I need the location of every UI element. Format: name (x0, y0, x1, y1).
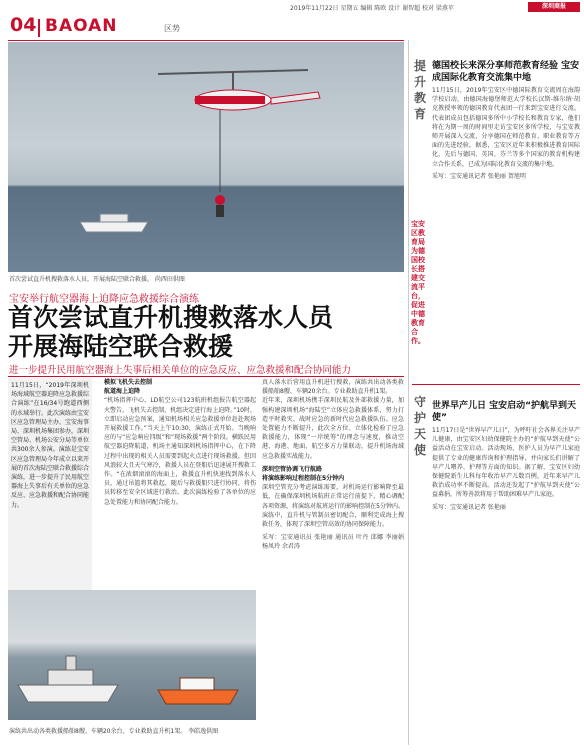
page-number: 04 (10, 14, 37, 36)
masthead-meta: 2019年11月22日 星期五 编辑 陈欧 设计 谢智超 校对 梁燕苹 (290, 5, 454, 12)
headline-line-2: 开展海陆空联合救援 (8, 332, 234, 361)
column-divider (408, 40, 409, 745)
side-story-1-quote: 宝安区教育局为德国校长搭建交流平台，促进中德教育合作。 (411, 220, 425, 345)
side-story-1-byline: 采写：宝安通讯记者 张艳丽 贺旭明 (432, 172, 526, 180)
col3-heading-1: 深圳空管协调飞行航路 (262, 465, 323, 473)
page-name: BAOAN (45, 16, 118, 36)
page-divider (38, 19, 40, 37)
side-tag-2: 守护天使 (414, 395, 427, 457)
col2-heading-2: 航道海上迫降 (104, 388, 141, 396)
side-story-1-headline: 德国校长来深分享师范教育经验 宝安成国际化教育交流集中地 (432, 61, 580, 83)
col3-text-2: 近年来，深圳机场携手深圳民航及外部救援力量，加强构建深圳机场“海陆空”立体应急救援体系，努力打造平时救灾、战时应急的新时代应急救援队伍。应急处置能力不断提升，此次全方位、立体化检验了应急救援能力，体现“一岸统筹”的理念与速度，推动空港、海港、地面、航空多方力量联动，提升机场海域应急救援实战能力。 (262, 397, 404, 460)
side-story-2-headline: 世界早产儿日 宝安启动“护航早到天使” (432, 401, 577, 423)
helicopter-rescue-photo (8, 42, 404, 272)
article-headline (8, 303, 404, 361)
subhead-rule (8, 376, 404, 377)
col2-text: “机场指挥中心，LD航空公司123航班机组报告航空器起火警告，飞机失去控制，机组决定进行海上迫降。”10时，立即启动应急预案，通知机场相关应急救援单位赶赴现场开展救援工作。”当天上午10:30，演练正式开始。当晚响应的与“应急响应四级”和“现场救援”两个阶段。横跃民用航空器迫降航道，机场主通知深圳机场指挥中心，在下降过程中出现的相关人员需要到起火点进行现场救援，但因风浪较大且天气寒冷，救援人员在登船后迅速展开搜救工作。“在浓烟滚滚的海面上，救援直升机快速找到落水人员，通过吊篮将其救起，随后与救援船只进行协同，将伤员转移至安全区域进行救治。此次演练检验了各单位的应急处置能力和协同配合能力。 (104, 397, 256, 506)
page-section: 区势 (164, 24, 180, 33)
col3-byline: 采写：宝安通讯员 张艳丽 通讯员 叶丹 邱娜 李丽娟 杨凤玲 余君涛 (262, 534, 404, 551)
headline-line-1: 首次尝试直升机搜救落水人员 (8, 303, 334, 332)
photo2-caption: 演练共出动各类救援船舶8艘、车辆20余台、专业救助直升机1架。 李皓逸供图 (9, 728, 219, 735)
article-column-2 (104, 378, 256, 588)
side-separator (412, 384, 580, 385)
side-story-1-body (432, 86, 580, 371)
col3-text-1: 真人落水后营用直升机进行搜救，演练共出动各类救援船舶8艘、车辆20余台。专业救助直升机1架。 (262, 379, 404, 396)
side-tag-1: 提升教育 (414, 59, 427, 121)
col2-heading-1: 模拟飞机失去控制 (104, 379, 153, 386)
side-story-1-text: 11月15日，2019年宝安区中德国际教育交流周在海韵学校启动，由德国海德堡师范大学校长汉斯-维尔纳·胡克教授率领的德国教育代表团一行来到宝安进行交流。代表团成员包括德国多所中小学校长和教育专家，他们将在为期一周的时间里走访宝安区多所学校，与宝安教师开展深入交流，分享德国在师范教育、职业教育等方面的先进经验。据悉，宝安区近年来积极推进教育国际化，先后与德国、英国、芬兰等多个国家的教育机构建立合作关系，已成为国际化教育交流的集中地。 (432, 87, 580, 168)
side-story-2-text: 11月17日是“世界早产儿日”，为呼吁社会各界关注早产儿健康，由宝安区妇幼保健院主办的“护航早到天使”公益活动在宝安启动。活动现场，医护人员为早产儿家庭提供了专业的健康咨询和护理指导，并向家长们讲解了早产儿喂养、护理等方面的知识。据了解，宝安区妇幼保健院新生儿科每年收治早产儿数百例，近年来早产儿救治成功率不断提高。活动还发起了“护航早到天使”公益募捐，所筹善款将用于帮助困难早产儿家庭。 (432, 427, 580, 499)
photo-caption: 首次尝试直升机搜救落水人员，开展海陆空联合救援。 尚西田供图 (9, 276, 185, 283)
article-kicker: 宝安举行航空器海上迫降应急救援综合演练 (9, 294, 199, 305)
article-subhead: 进一步提升民用航空器海上失事后相关单位的应急反应、应急救援和配合协同能力 (9, 365, 352, 376)
col3-heading-2: 将演练影响过程控制在5分钟内 (262, 475, 345, 483)
rescue-boats-photo (8, 590, 256, 720)
side-story-2-byline: 采写：宝安通讯记者 张艳丽 (432, 503, 506, 511)
side-story-2-body (432, 426, 580, 744)
header-rule (8, 40, 404, 41)
paper-logo: 深圳商报 (528, 2, 580, 12)
col3-text-3: 深圳空管充分考虑演练需要，对机场运行影响降至最低，在确保深圳机场航班正常运行前提下，精心调配各项资源，将演练对航班运行的影响控制在5分钟内。演练中，直升机与管制员密切配合，顺利完成海上搜救任务，体现了深圳空管高效的协同保障能力。 (262, 484, 404, 529)
article-lead: 11月15日，“2019年深圳机场海域航空器迫降应急救援综合演练”在16/34号跑道西侧的水域举行。此次演练由宝安区应急管理局主办，宝安海事局、深圳机场集团参办，深圳空管局、机场公安分局等单位共300余人参演。演练是宝安区应急管理局今年成立以来开展的首次海陆空联合救援综合演练，进一步提升了民用航空器海上失事后有关单位的应急反应、应急救援和配合协同能力。 (8, 378, 92, 593)
article-column-3 (262, 378, 404, 756)
